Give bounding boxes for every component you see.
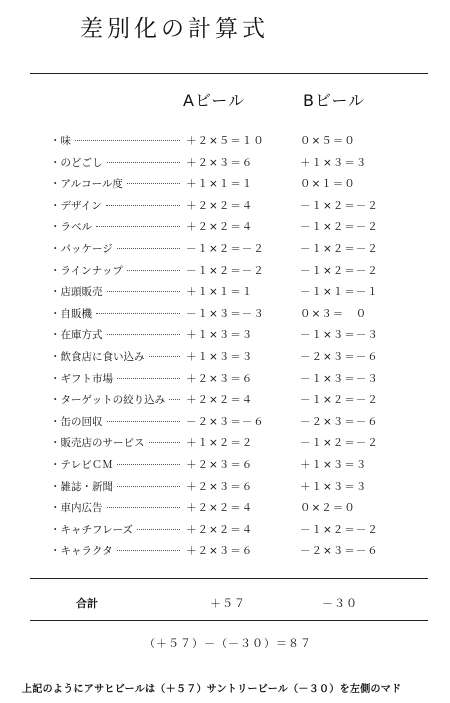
score-b: ０×２＝０ bbox=[300, 502, 356, 515]
column-header-b: Bビール bbox=[303, 91, 366, 110]
score-b: ０×３＝ ０ bbox=[300, 307, 368, 320]
table-row bbox=[0, 260, 450, 282]
score-a: ＋１×１＝１ bbox=[186, 286, 254, 299]
score-b: －１×２＝－２ bbox=[300, 437, 379, 450]
dotted-leader bbox=[149, 442, 180, 443]
table-row bbox=[0, 368, 450, 390]
total-b: －３０ bbox=[322, 597, 358, 610]
row-label: ・ギフト市場 bbox=[50, 372, 113, 385]
table-row bbox=[0, 389, 450, 411]
score-a: －２×３＝－６ bbox=[186, 415, 265, 428]
score-a: ＋２×２＝４ bbox=[186, 199, 254, 212]
row-label: ・雑誌・新聞 bbox=[50, 480, 113, 493]
table-row bbox=[0, 346, 450, 368]
row-label: ・在庫方式 bbox=[50, 329, 103, 342]
dotted-leader bbox=[107, 507, 180, 508]
difference-formula: （＋５７）－（－３０）＝８７ bbox=[144, 637, 312, 650]
table-row bbox=[0, 195, 450, 217]
score-b: ＋１×３＝３ bbox=[300, 458, 368, 471]
score-a: ＋１×３＝３ bbox=[186, 329, 254, 342]
table-row bbox=[0, 497, 450, 519]
top-rule bbox=[30, 73, 428, 74]
score-a: ＋２×３＝６ bbox=[186, 372, 254, 385]
score-b: －１×１＝－１ bbox=[300, 286, 379, 299]
score-a: ＋２×２＝４ bbox=[186, 394, 254, 407]
score-a: ＋１×３＝３ bbox=[186, 350, 254, 363]
table-row bbox=[0, 540, 450, 562]
row-label: ・飲食店に食い込み bbox=[50, 350, 145, 363]
table-row bbox=[0, 173, 450, 195]
table-row bbox=[0, 324, 450, 346]
score-a: ＋１×２＝２ bbox=[186, 437, 254, 450]
dotted-leader bbox=[75, 140, 180, 141]
total-rule-top bbox=[30, 578, 428, 579]
dotted-leader bbox=[169, 399, 180, 400]
table-row bbox=[0, 411, 450, 433]
score-a: －１×２＝－２ bbox=[186, 242, 265, 255]
dotted-leader bbox=[107, 162, 180, 163]
score-a: －１×２＝－２ bbox=[186, 264, 265, 277]
table-row bbox=[0, 432, 450, 454]
table-row bbox=[0, 152, 450, 174]
row-label: ・キャラクタ bbox=[50, 545, 113, 558]
score-b: －２×３＝－６ bbox=[300, 350, 379, 363]
row-label: ・デザイン bbox=[50, 199, 102, 212]
dotted-leader bbox=[96, 313, 180, 314]
table-row bbox=[0, 519, 450, 541]
dotted-leader bbox=[107, 334, 180, 335]
score-b: －１×２＝－２ bbox=[300, 523, 379, 536]
table-row bbox=[0, 454, 450, 476]
column-header-a: Aビール bbox=[183, 91, 245, 110]
score-b: －１×２＝－２ bbox=[300, 221, 379, 234]
dotted-leader bbox=[107, 421, 180, 422]
score-table bbox=[0, 130, 450, 562]
table-row bbox=[0, 238, 450, 260]
row-label: ・キャチフレーズ bbox=[50, 523, 134, 536]
row-label: ・テレビＣＭ bbox=[50, 458, 113, 471]
score-a: ＋２×３＝６ bbox=[186, 545, 254, 558]
dotted-leader bbox=[127, 270, 180, 271]
dotted-leader bbox=[117, 486, 180, 487]
row-label: ・車内広告 bbox=[50, 502, 103, 515]
dotted-leader bbox=[117, 550, 180, 551]
dotted-leader bbox=[149, 356, 180, 357]
score-a: ＋２×２＝４ bbox=[186, 502, 254, 515]
score-a: ＋２×２＝４ bbox=[186, 221, 254, 234]
score-a: ＋１×１＝１ bbox=[186, 178, 254, 191]
score-a: ＋２×３＝６ bbox=[186, 480, 254, 493]
row-label: ・ターゲットの絞り込み bbox=[50, 394, 166, 407]
score-a: ＋２×３＝６ bbox=[186, 156, 254, 169]
dotted-leader bbox=[137, 529, 180, 530]
dotted-leader bbox=[107, 291, 180, 292]
table-row bbox=[0, 281, 450, 303]
total-a: ＋５７ bbox=[210, 597, 246, 610]
score-b: ０×１＝０ bbox=[300, 178, 356, 191]
score-b: －１×２＝－２ bbox=[300, 264, 379, 277]
score-b: －２×３＝－６ bbox=[300, 415, 379, 428]
score-b: ０×５＝０ bbox=[300, 135, 356, 147]
score-b: ＋１×３＝３ bbox=[300, 156, 368, 169]
score-a: ＋２×３＝６ bbox=[186, 458, 254, 471]
table-row bbox=[0, 476, 450, 498]
total-label: 合計 bbox=[76, 597, 98, 610]
score-a: ＋２×５＝１０ bbox=[186, 135, 265, 147]
score-b: －１×２＝－２ bbox=[300, 242, 379, 255]
score-a: ＋２×２＝４ bbox=[186, 523, 254, 536]
row-label: ・アルコール度 bbox=[50, 178, 123, 191]
row-label: ・自販機 bbox=[50, 307, 92, 320]
row-label: ・缶の回収 bbox=[50, 415, 103, 428]
dotted-leader bbox=[117, 464, 180, 465]
row-label: ・店頭販売 bbox=[50, 286, 103, 299]
row-label: ・味 bbox=[50, 135, 71, 147]
score-b: －１×３＝－３ bbox=[300, 329, 379, 342]
row-label: ・のどごし bbox=[50, 156, 103, 169]
score-a: －１×３＝－３ bbox=[186, 307, 265, 320]
score-b: －１×３＝－３ bbox=[300, 372, 379, 385]
table-row bbox=[0, 216, 450, 238]
table-row bbox=[0, 130, 450, 152]
table-row bbox=[0, 303, 450, 325]
dotted-leader bbox=[127, 183, 180, 184]
dotted-leader bbox=[106, 205, 180, 206]
dotted-leader bbox=[117, 378, 180, 379]
dotted-leader bbox=[96, 226, 180, 227]
page-title: 差別化の計算式 bbox=[80, 16, 269, 42]
score-b: －２×３＝－６ bbox=[300, 545, 379, 558]
row-label: ・ラインナップ bbox=[50, 264, 123, 277]
footnote-text: 上記のようにアサヒビールは（＋５７）サントリービール（－３０）を左側のマド bbox=[22, 684, 402, 695]
row-label: ・パッケージ bbox=[50, 242, 113, 255]
score-b: －１×２＝－２ bbox=[300, 199, 379, 212]
score-b: －１×２＝－２ bbox=[300, 394, 379, 407]
score-b: ＋１×３＝３ bbox=[300, 480, 368, 493]
dotted-leader bbox=[117, 248, 180, 249]
total-rule-bottom bbox=[30, 620, 428, 621]
row-label: ・ラベル bbox=[50, 221, 92, 234]
row-label: ・販売店のサービス bbox=[50, 437, 145, 450]
